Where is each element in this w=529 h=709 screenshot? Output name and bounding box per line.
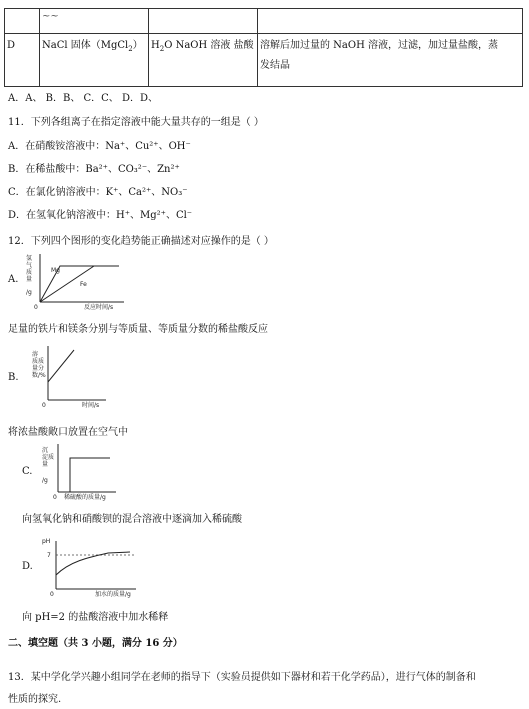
method-cell: 溶解后加过量的 NaOH 溶液，过滤，加过量盐酸，蒸 发结晶 (258, 34, 523, 87)
graph-a-fe-label: Fe (80, 281, 87, 288)
graph-d-ylabel: pH (42, 538, 51, 545)
q12-option-b-desc: 将浓盐酸敞口放置在空气中 (8, 427, 128, 438)
tilde-mark: ~~ (42, 11, 59, 22)
q11-option-c: C．在氯化钠溶液中：K⁺、Ca²⁺、NO₃⁻ (8, 187, 188, 198)
svg-text:量: 量 (26, 276, 33, 283)
svg-text:/g: /g (42, 477, 48, 484)
svg-text:气: 气 (26, 262, 33, 269)
substance-cell: NaCl 固体（MgCl$_2$） (40, 34, 149, 87)
svg-text:0: 0 (50, 591, 54, 598)
q10-options: A．A、 B．B、 C．C、 D．D、 (8, 93, 159, 104)
q11-option-b: B．在稀盐酸中：Ba²⁺、CO₃²⁻、Zn²⁺ (8, 164, 180, 175)
graph-b (30, 342, 110, 410)
graph-a (24, 250, 128, 310)
q11-option-a: A．在硝酸铵溶液中：Na⁺、Cu²⁺、OH⁻ (8, 141, 191, 152)
svg-text:质质: 质质 (32, 358, 45, 365)
q12-option-b-label: B. (8, 372, 19, 383)
graph-c-xlabel: 稀硫酸的质量/g (64, 494, 106, 501)
row-label: D (5, 34, 40, 87)
graph-a-ylabel: 氢 (26, 255, 33, 262)
q12-option-a-desc: 足量的铁片和镁条分别与等质量、等质量分数的稀盐酸反应 (8, 324, 268, 335)
graph-b-xlabel: 时间/s (82, 402, 100, 409)
svg-text:质: 质 (26, 269, 33, 276)
svg-text:0: 0 (53, 494, 57, 501)
options-table (4, 8, 523, 87)
q12-option-a-label: A. (8, 274, 19, 285)
svg-text:/g: /g (26, 289, 32, 296)
graph-c (40, 440, 120, 502)
q12-stem: 12．下列四个图形的变化趋势能正确描述对应操作的是（ ） (8, 236, 274, 247)
graph-d (40, 533, 142, 599)
section-heading: 二、填空题（共 3 小题，满分 16 分） (8, 638, 183, 649)
q13-line1: 13．某中学化学兴趣小组同学在老师的指导下（实验员提供如下器材和若干化学药品），进行气体的制备和 (8, 672, 476, 683)
svg-text:淀质: 淀质 (42, 454, 55, 461)
graph-a-xlabel: 反应时间/s (84, 304, 114, 310)
svg-text:0: 0 (42, 402, 46, 409)
table-row (5, 9, 523, 34)
graph-d-xlabel: 加水的质量/g (95, 591, 131, 598)
q13-line2: 性质的探究. (8, 694, 62, 705)
svg-text:数/%: 数/% (32, 372, 46, 379)
q12-option-d-desc: 向 pH=2 的盐酸溶液中加水稀释 (22, 612, 169, 623)
svg-text:0: 0 (34, 304, 38, 310)
graph-b-ylabel: 溶 (32, 351, 39, 358)
q12-option-d-label: D. (22, 561, 33, 572)
q12-option-c-label: C. (22, 466, 33, 477)
svg-text:量分: 量分 (32, 365, 45, 372)
q11-stem: 11．下列各组离子在指定溶液中能大量共存的一组是（ ） (8, 117, 264, 128)
table-row (5, 34, 523, 87)
graph-c-ylabel: 沉 (42, 447, 49, 454)
reagent-cell: $H_2O$ NaOH 溶液 盐酸 (149, 34, 258, 87)
q11-option-d: D．在氢氧化钠溶液中：H⁺、Mg²⁺、Cl⁻ (8, 210, 193, 221)
svg-text:量: 量 (42, 461, 49, 468)
q12-option-c-desc: 向氢氧化钠和硝酸钡的混合溶液中逐滴加入稀硫酸 (22, 514, 242, 525)
graph-d-tick-7: 7 (47, 552, 51, 559)
graph-a-mg-label: Mg (51, 267, 60, 274)
